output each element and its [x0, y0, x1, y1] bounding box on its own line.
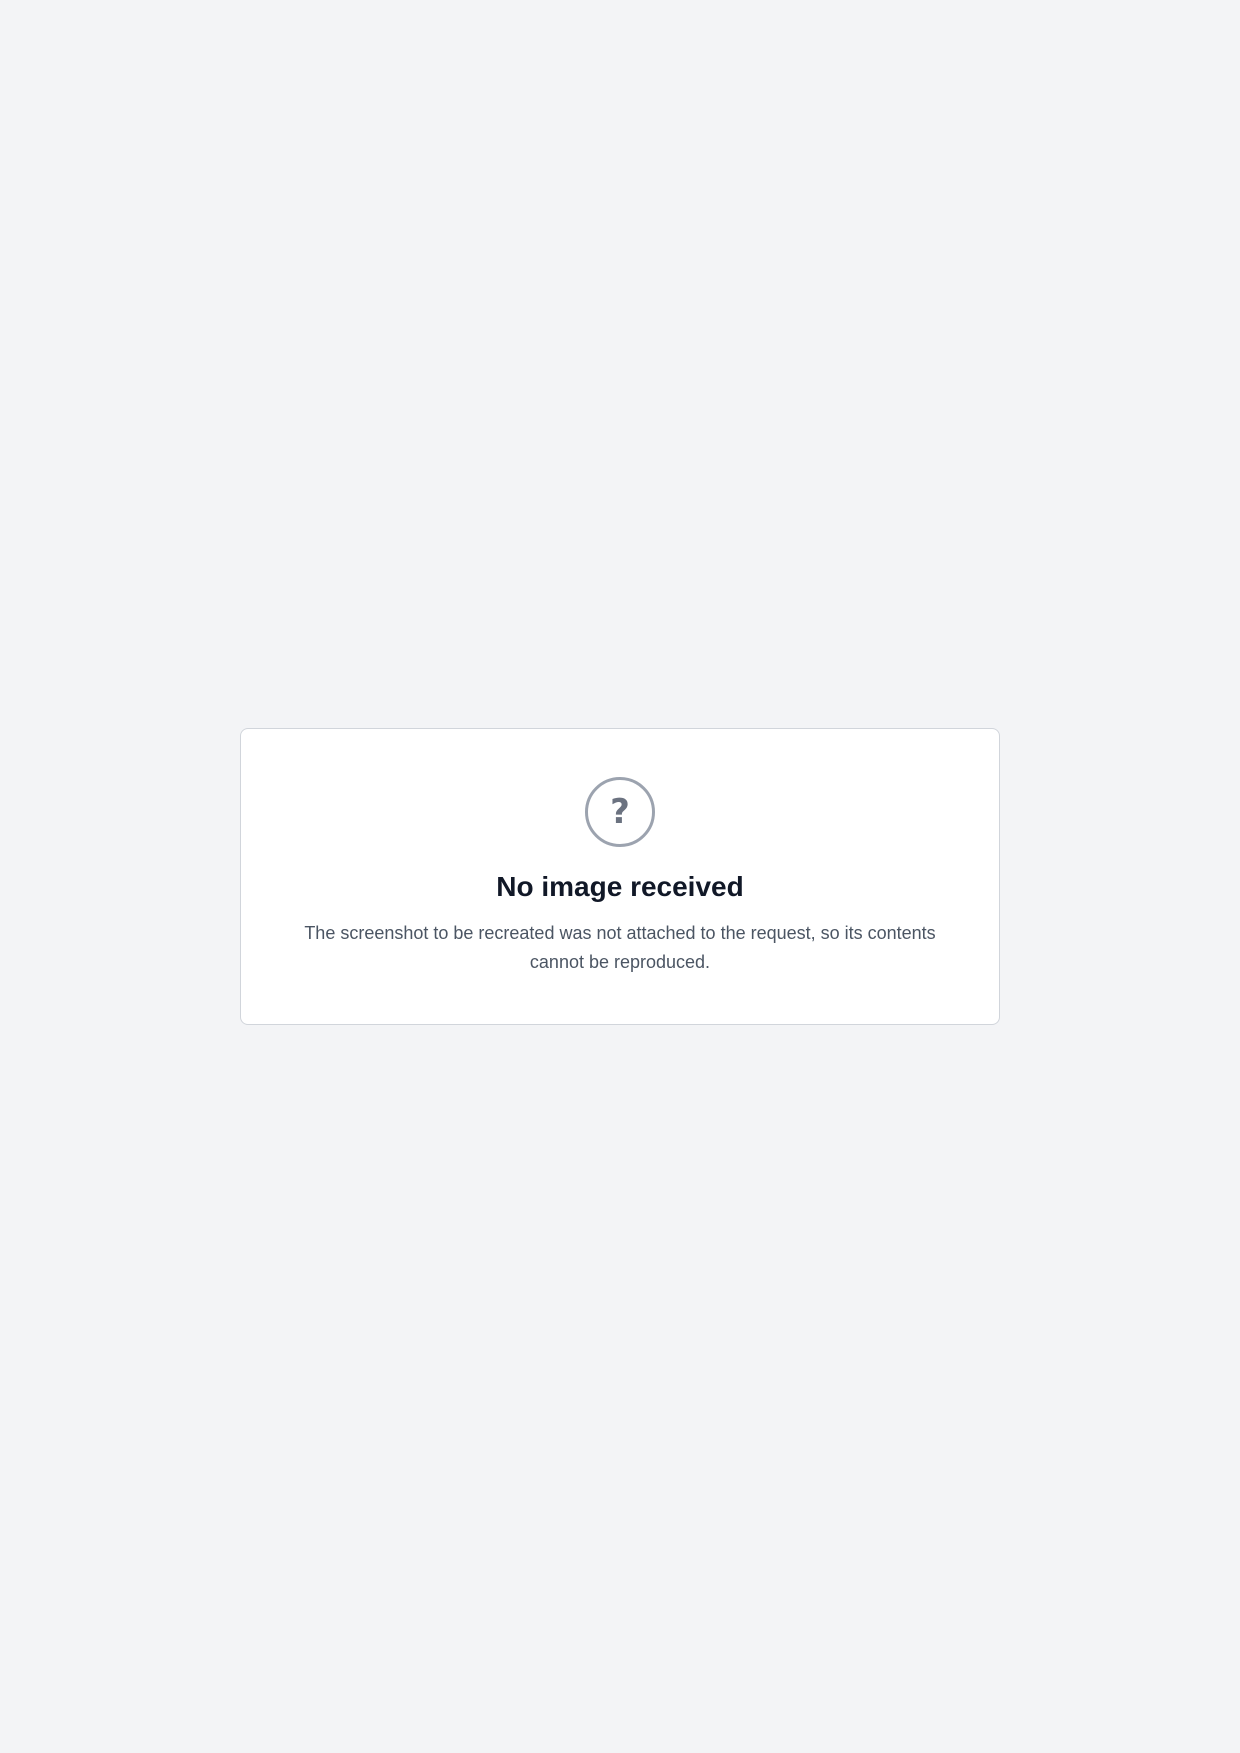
notice-title: No image received	[496, 870, 744, 902]
notice-message: The screenshot to be recreated was not attached to the request, so its contents cannot be reproduced.	[304, 922, 936, 972]
missing-image-icon: ?	[585, 777, 655, 847]
missing-image-notice	[240, 728, 1000, 1026]
